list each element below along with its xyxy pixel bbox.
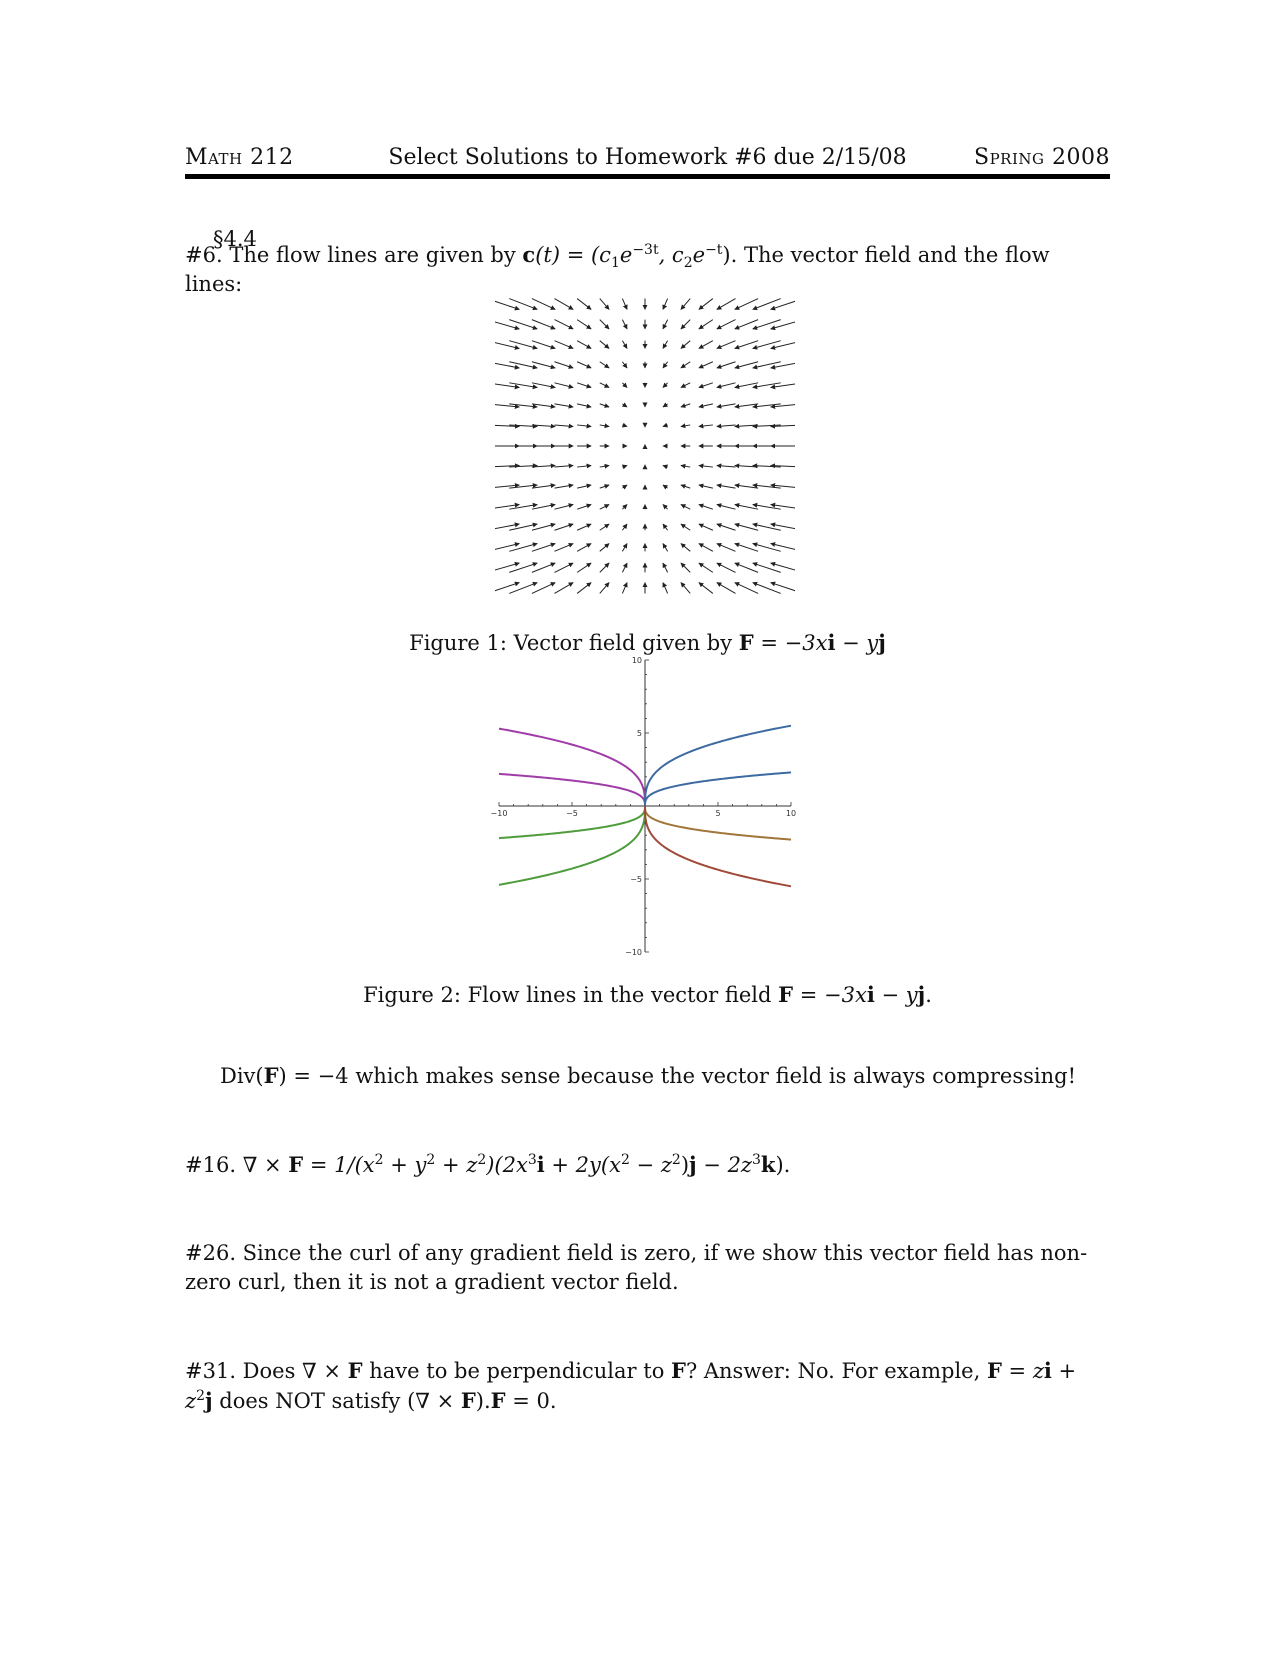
vector-arrow bbox=[699, 341, 713, 349]
vector-arrow bbox=[577, 383, 591, 388]
vector-arrow bbox=[663, 524, 668, 530]
vector-arrow bbox=[735, 583, 758, 594]
vector-arrow bbox=[600, 583, 609, 594]
vector-arrow bbox=[555, 485, 574, 488]
vector-arrow bbox=[577, 583, 591, 594]
math-sup: −t bbox=[705, 242, 723, 258]
vector-arrow bbox=[622, 505, 627, 510]
problem-number: #16. bbox=[185, 1153, 236, 1177]
vector-arrow bbox=[735, 299, 758, 310]
math-symbol: i bbox=[866, 982, 875, 1007]
figure-2-caption bbox=[185, 982, 1110, 1007]
vector-arrow bbox=[699, 524, 713, 530]
math-expr: e bbox=[619, 243, 633, 267]
problem-16-statement bbox=[185, 1150, 1110, 1180]
vector-arrow bbox=[532, 563, 555, 572]
vector-arrow bbox=[699, 383, 713, 388]
vector-arrow bbox=[699, 485, 713, 488]
math-sup: 2 bbox=[374, 1152, 384, 1168]
vector-arrow bbox=[717, 404, 736, 407]
vector-arrow bbox=[699, 299, 713, 310]
vector-arrow bbox=[555, 524, 574, 530]
vector-arrow bbox=[555, 383, 574, 388]
vector-arrow bbox=[577, 320, 591, 329]
math-sup: 2 bbox=[196, 1388, 205, 1404]
math-expr: = −3x bbox=[753, 631, 828, 655]
vector-arrow bbox=[717, 524, 736, 530]
vector-arrow bbox=[699, 544, 713, 552]
vector-arrow bbox=[622, 485, 627, 488]
vector-arrow bbox=[699, 505, 713, 510]
vector-arrow bbox=[555, 505, 574, 510]
vector-arrow bbox=[622, 362, 627, 368]
vector-arrow bbox=[555, 320, 574, 329]
vector-arrow bbox=[600, 544, 609, 552]
vector-arrow bbox=[681, 383, 690, 388]
vector-arrow bbox=[663, 544, 668, 552]
vector-arrow bbox=[622, 544, 627, 552]
flow-line bbox=[499, 774, 645, 806]
math-expr: (t) = (c bbox=[535, 243, 611, 267]
vector-arrow bbox=[699, 320, 713, 329]
vector-arrow bbox=[577, 299, 591, 310]
math-expr: − z bbox=[629, 1153, 672, 1177]
vector-arrow bbox=[681, 466, 690, 468]
vector-arrow bbox=[717, 341, 736, 349]
vector-arrow bbox=[699, 583, 713, 594]
vector-arrow bbox=[532, 299, 555, 310]
vector-arrow bbox=[577, 425, 591, 427]
vector-arrow bbox=[663, 383, 668, 388]
vector-arrow bbox=[600, 383, 609, 388]
term-label: Spring 2008 bbox=[974, 145, 1110, 170]
vector-arrow bbox=[555, 563, 574, 572]
vector-arrow bbox=[717, 299, 736, 310]
math-symbol: F bbox=[347, 1358, 363, 1383]
math-expr: . bbox=[925, 983, 932, 1007]
x-tick-label: −5 bbox=[566, 809, 578, 818]
math-symbol: F bbox=[986, 1358, 1002, 1383]
math-sub: 1 bbox=[610, 255, 620, 272]
vector-arrow bbox=[577, 466, 591, 468]
vector-arrow bbox=[622, 563, 627, 572]
vector-arrow bbox=[495, 544, 519, 552]
vector-arrow bbox=[717, 544, 736, 552]
axes bbox=[491, 656, 797, 957]
math-expr: ). bbox=[775, 1153, 791, 1177]
y-tick-label: −10 bbox=[625, 948, 642, 957]
vector-arrow bbox=[663, 466, 668, 468]
vector-arrow bbox=[663, 425, 668, 427]
vector-arrow bbox=[735, 563, 758, 572]
vector-arrow bbox=[681, 544, 690, 552]
math-symbol: j bbox=[689, 1152, 697, 1177]
statement-text: = 0. bbox=[505, 1389, 557, 1413]
vector-arrow bbox=[577, 563, 591, 572]
course-name: Math 212 bbox=[185, 145, 294, 170]
vector-arrow bbox=[681, 505, 690, 510]
vector-arrow bbox=[771, 320, 795, 329]
math-expr: = −3x bbox=[793, 983, 867, 1007]
statement-text: #31. Does ∇ × bbox=[185, 1359, 348, 1383]
math-symbol: j bbox=[205, 1388, 213, 1413]
caption-text: Figure 1: Vector field given by bbox=[409, 631, 733, 655]
math-symbol: F bbox=[460, 1388, 476, 1413]
math-symbol: j bbox=[878, 630, 886, 655]
math-symbol: F bbox=[263, 1063, 279, 1088]
vector-arrow bbox=[681, 485, 690, 488]
vector-arrow bbox=[699, 404, 713, 407]
vector-arrow bbox=[663, 341, 668, 349]
vector-arrow bbox=[577, 524, 591, 530]
math-expr: = 1/(x bbox=[303, 1153, 375, 1177]
vector-arrow bbox=[577, 505, 591, 510]
vector-arrow bbox=[600, 404, 609, 407]
vector-arrow bbox=[532, 583, 555, 594]
math-symbol: F bbox=[490, 1388, 506, 1413]
vector-arrow bbox=[771, 299, 795, 310]
math-expr: e bbox=[692, 243, 706, 267]
flow-line bbox=[645, 726, 791, 806]
x-tick-label: 10 bbox=[785, 809, 797, 818]
vector-arrow bbox=[577, 362, 591, 368]
vector-arrow bbox=[555, 583, 574, 594]
flow-lines-figure bbox=[485, 652, 805, 962]
flow-line bbox=[645, 806, 791, 886]
vector-arrow bbox=[622, 524, 627, 530]
vector-arrow bbox=[600, 485, 609, 488]
math-expr: ∇ × bbox=[242, 1153, 289, 1177]
math-symbol: F bbox=[738, 630, 754, 655]
vector-arrow bbox=[622, 299, 627, 310]
vector-arrow bbox=[699, 563, 713, 572]
vector-arrow bbox=[600, 563, 609, 572]
math-sub: 2 bbox=[683, 255, 693, 272]
vector-arrow bbox=[681, 583, 690, 594]
vector-arrow bbox=[555, 466, 574, 468]
y-tick-label: 10 bbox=[631, 656, 642, 665]
vector-arrow bbox=[771, 341, 795, 349]
vector-arrow bbox=[663, 485, 668, 488]
math-symbol: c bbox=[522, 242, 536, 267]
vector-arrow bbox=[717, 425, 736, 427]
vector-arrow bbox=[622, 404, 627, 407]
math-sup: 2 bbox=[620, 1152, 630, 1168]
problem-text: The vector field and the flow lines: bbox=[185, 243, 1050, 296]
statement-text: ). bbox=[475, 1389, 491, 1413]
caption-text: Figure 2: Flow lines in the vector field bbox=[363, 983, 772, 1007]
math-expr: ) bbox=[680, 1153, 690, 1177]
vector-arrow bbox=[663, 563, 668, 572]
vector-arrow bbox=[663, 362, 668, 368]
vector-arrow bbox=[735, 544, 758, 552]
vector-arrow bbox=[622, 425, 627, 427]
math-expr: − y bbox=[874, 983, 918, 1007]
vector-arrow bbox=[495, 341, 519, 349]
vector-arrow bbox=[663, 583, 668, 594]
vector-arrow bbox=[495, 583, 519, 594]
math-expr: − y bbox=[835, 631, 879, 655]
vector-arrow bbox=[681, 341, 690, 349]
vector-arrow bbox=[681, 404, 690, 407]
vector-arrow bbox=[577, 544, 591, 552]
vector-arrow bbox=[622, 466, 627, 468]
vector-arrow bbox=[663, 404, 668, 407]
vector-arrow bbox=[577, 341, 591, 349]
vector-arrow bbox=[577, 404, 591, 407]
vector-arrow bbox=[555, 299, 574, 310]
vector-arrow bbox=[622, 320, 627, 329]
math-expr: , c bbox=[658, 243, 684, 267]
x-tick-label: −10 bbox=[490, 809, 508, 818]
vector-arrow bbox=[681, 563, 690, 572]
vector-arrow bbox=[717, 485, 736, 488]
vector-arrow bbox=[681, 299, 690, 310]
flow-line bbox=[645, 772, 791, 806]
vector-arrow bbox=[495, 299, 519, 310]
vector-arrow bbox=[555, 544, 574, 552]
math-expr: = z bbox=[1001, 1359, 1044, 1383]
math-expr: Div( bbox=[220, 1064, 264, 1088]
vector-field-figure bbox=[495, 296, 795, 596]
vector-arrow bbox=[600, 320, 609, 329]
header-rule bbox=[185, 174, 1110, 179]
vector-arrow bbox=[735, 320, 758, 329]
vector-arrow bbox=[663, 299, 668, 310]
statement-text: ) = −4 which makes sense because the vector field is always compressing! bbox=[278, 1064, 1077, 1088]
statement-text: does NOT satisfy (∇ × bbox=[212, 1389, 461, 1413]
section-heading: §4.4 bbox=[213, 227, 257, 251]
math-sup: 2 bbox=[477, 1152, 487, 1168]
vector-arrow bbox=[717, 563, 736, 572]
vector-arrow bbox=[555, 425, 574, 427]
problem-6-statement bbox=[185, 240, 1110, 299]
vector-arrow bbox=[495, 320, 519, 329]
math-sup: 3 bbox=[752, 1152, 761, 1168]
math-expr: )(2x bbox=[486, 1153, 528, 1177]
math-sup: 2 bbox=[426, 1152, 436, 1168]
math-expr: + z bbox=[435, 1153, 478, 1177]
vector-arrow bbox=[771, 544, 795, 552]
vector-arrow bbox=[663, 505, 668, 510]
page-header bbox=[185, 145, 1110, 177]
vector-arrow bbox=[495, 563, 519, 572]
vector-arrow bbox=[735, 341, 758, 349]
math-symbol: F bbox=[288, 1152, 304, 1177]
divergence-statement bbox=[220, 1061, 1110, 1091]
math-sup: 2 bbox=[671, 1152, 681, 1168]
math-symbol: i bbox=[1043, 1358, 1052, 1383]
vector-arrow bbox=[532, 341, 555, 349]
vector-arrow bbox=[555, 404, 574, 407]
vector-arrow bbox=[622, 341, 627, 349]
math-expr: + z bbox=[185, 1359, 1077, 1413]
math-expr: − 2z bbox=[696, 1153, 752, 1177]
document-title: Select Solutions to Homework #6 due 2/15/08 bbox=[388, 145, 907, 170]
math-symbol: k bbox=[760, 1152, 776, 1177]
vector-arrow bbox=[771, 563, 795, 572]
math-symbol: i bbox=[827, 630, 836, 655]
vector-arrow bbox=[717, 505, 736, 510]
vector-arrow bbox=[771, 583, 795, 594]
math-symbol: i bbox=[536, 1152, 545, 1177]
vector-arrow bbox=[600, 341, 609, 349]
math-symbol: F bbox=[671, 1358, 686, 1383]
vector-arrow bbox=[663, 320, 668, 329]
y-tick-label: 5 bbox=[636, 729, 642, 738]
vector-arrow bbox=[717, 583, 736, 594]
vector-arrow bbox=[577, 485, 591, 488]
math-expr: + y bbox=[383, 1153, 427, 1177]
vector-arrow bbox=[532, 544, 555, 552]
statement-text: have to be perpendicular to bbox=[362, 1359, 672, 1383]
statement-text: ? Answer: No. For example, bbox=[685, 1359, 987, 1383]
y-tick-label: −5 bbox=[630, 875, 642, 884]
vector-arrow bbox=[699, 466, 713, 468]
vector-arrow bbox=[555, 341, 574, 349]
vector-arrow bbox=[622, 383, 627, 388]
flow-line bbox=[499, 729, 645, 806]
vector-arrow bbox=[717, 466, 736, 468]
vector-arrow bbox=[681, 524, 690, 530]
math-symbol: j bbox=[917, 982, 926, 1007]
math-expr: + 2y(x bbox=[544, 1153, 621, 1177]
vector-arrow bbox=[600, 362, 609, 368]
math-sup: −3t bbox=[632, 242, 659, 258]
vector-arrow bbox=[600, 466, 609, 468]
vector-arrow bbox=[717, 362, 736, 368]
vector-arrow bbox=[717, 383, 736, 388]
vector-arrow bbox=[699, 425, 713, 427]
vector-arrow bbox=[622, 583, 627, 594]
math-symbol: F bbox=[778, 982, 794, 1007]
vector-arrow bbox=[681, 425, 690, 427]
vector-arrow bbox=[600, 505, 609, 510]
problem-31-statement bbox=[185, 1356, 1110, 1416]
problem-text: The flow lines are given by bbox=[229, 243, 516, 267]
x-tick-label: 5 bbox=[715, 809, 721, 818]
math-sup: 3 bbox=[527, 1152, 537, 1168]
vector-arrow bbox=[681, 320, 690, 329]
vector-arrow bbox=[699, 362, 713, 368]
math-expr: ). bbox=[722, 243, 738, 267]
vector-arrow bbox=[600, 425, 609, 427]
problem-26-statement: #26. Since the curl of any gradient field is zero, if we show this vector field has non-zero curl, then it is not a gradient vector field. bbox=[185, 1241, 1088, 1294]
vector-arrow bbox=[532, 320, 555, 329]
problem-number: #6. bbox=[185, 243, 223, 267]
vector-arrow bbox=[681, 362, 690, 368]
vector-arrow bbox=[600, 299, 609, 310]
vector-arrow bbox=[555, 362, 574, 368]
vector-arrow bbox=[600, 524, 609, 530]
vector-arrow bbox=[717, 320, 736, 329]
